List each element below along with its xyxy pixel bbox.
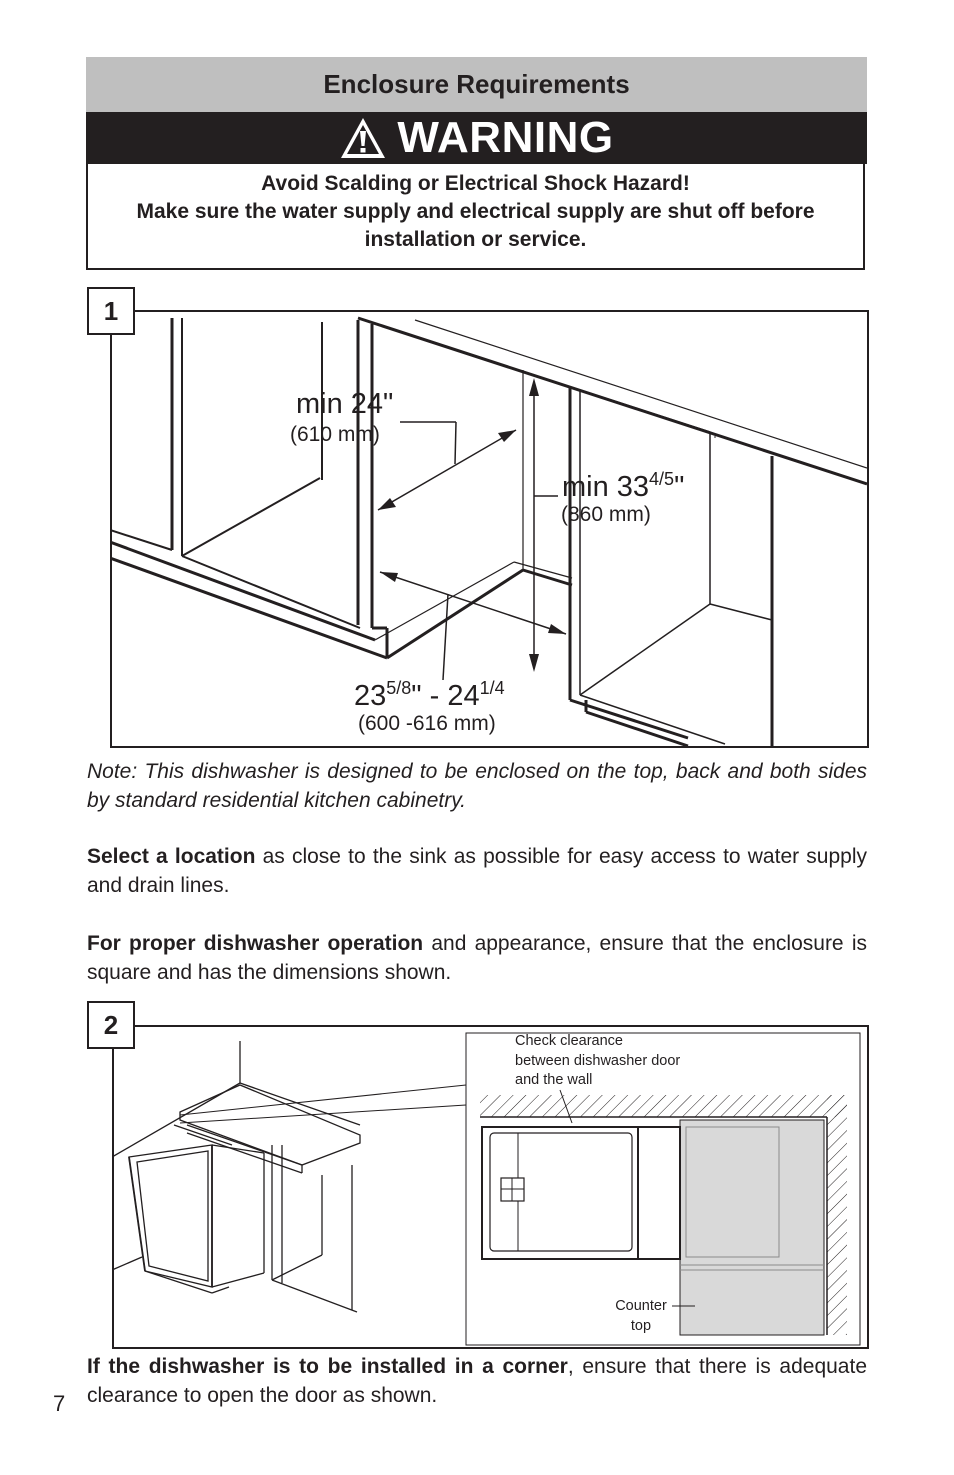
- proper-operation-bold: For proper dishwasher operation: [87, 932, 424, 955]
- corner-bold: If the dishwasher is to be installed in a corner: [87, 1355, 568, 1378]
- height-unit: ": [674, 471, 685, 503]
- figure-2-number: 2: [87, 1001, 135, 1049]
- warning-word: WARNING: [397, 113, 614, 162]
- select-location-text: as close to the sink as possible for easy access to water supply and drain lines.: [87, 845, 867, 897]
- note-paragraph: Note: This dishwasher is designed to be enclosed on the top, back and both sides by standard residential kitchen cabinetry.: [87, 760, 867, 812]
- proper-operation-paragraph: [87, 929, 867, 987]
- warning-line-2: Make sure the water supply and electrical supply are shut off before: [136, 200, 815, 223]
- width-dimension-metric: (600 -616 mm): [358, 712, 496, 735]
- counter-line-1: Counter: [615, 1298, 667, 1314]
- corner-paragraph: [87, 1352, 867, 1410]
- callout-line-1: Check clearance: [515, 1033, 623, 1049]
- warning-message: [86, 164, 865, 270]
- width-a-fraction: 5/8: [386, 678, 412, 698]
- callout-line-2: between dishwasher door: [515, 1052, 681, 1069]
- depth-dimension-metric: (610 mm): [290, 423, 380, 446]
- height-fraction: 4/5: [649, 469, 675, 489]
- select-location-bold: Select a location: [87, 845, 256, 868]
- counter-line-2: top: [630, 1317, 652, 1334]
- figure-2-drawing: [112, 1025, 867, 1347]
- width-a: 23: [354, 680, 387, 712]
- select-location-paragraph: [87, 842, 867, 900]
- page-number: 7: [53, 1391, 66, 1416]
- section-title: Enclosure Requirements: [86, 57, 867, 112]
- corner-text: , ensure that there is adequate clearance to open the door as shown.: [87, 1355, 867, 1407]
- width-dimension-label: [354, 678, 505, 712]
- width-b-fraction: 1/4: [479, 678, 505, 698]
- warning-banner: [86, 112, 867, 164]
- countertop-label: [604, 1297, 678, 1336]
- width-separator: " - 24: [411, 680, 480, 712]
- proper-operation-text: and appearance, ensure that the enclosure is square and has the dimensions shown.: [87, 932, 867, 984]
- height-dimension-label: [562, 469, 685, 503]
- figure-1-number: 1: [87, 287, 135, 335]
- depth-dimension-label: min 24": [296, 388, 394, 420]
- warning-triangle-icon: [339, 116, 387, 160]
- warning-line-1: Avoid Scalding or Electrical Shock Hazard!: [261, 172, 690, 195]
- height-dimension-metric: (860 mm): [561, 503, 651, 526]
- warning-line-3: installation or service.: [364, 228, 587, 251]
- clearance-callout: [515, 1032, 680, 1091]
- callout-line-3: and the wall: [515, 1072, 593, 1088]
- height-whole: min 33: [562, 471, 650, 503]
